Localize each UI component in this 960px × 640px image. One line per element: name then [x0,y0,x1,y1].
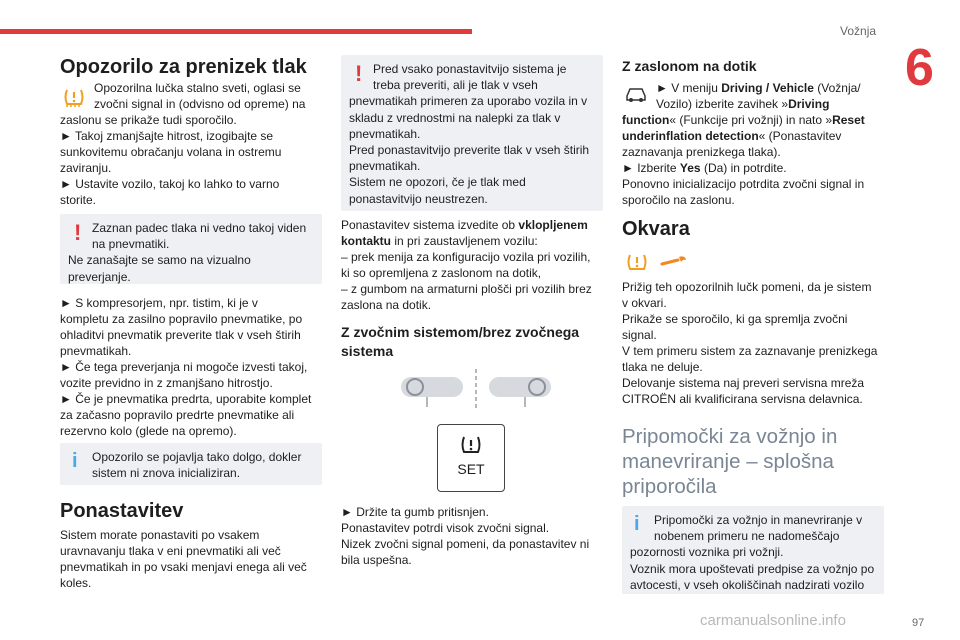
header-red-bar [0,29,472,34]
heading-reset: Ponastavitev [60,500,184,522]
text-line: skladu z vrednostmi na nalepki za tlak v [349,110,561,125]
set-button[interactable] [437,424,505,492]
text-line: ► V meniju Driving / Vehicle (Vožnja/ [656,81,861,95]
text-line: ohladitvi pnevmatik preverite tlak v vseh štirih [60,328,301,342]
warning-box [341,55,603,211]
tyre-pressure-icon [458,434,484,456]
text-line: v okvari. [622,296,667,310]
heading-touch-screen: Z zaslonom na dotik [622,58,757,74]
text-line: Prikaže se sporočilo, ki ga spremlja zvočni [622,312,848,326]
warning-box [60,214,322,284]
text-line: vozite previdno in z zmanjšano hitrostjo. [60,376,273,390]
dashboard-steering-wheel-illustration [391,365,561,420]
text-line: avtocesti, v vseh okoliščinah nadzirati vozilo [630,577,865,592]
text-line: signal. [622,328,657,342]
text-line: Sistem morate ponastaviti po vsakem [60,528,260,542]
page-number: 97 [912,617,925,629]
text-line: sistem ni znova inicializiran. [92,466,241,481]
text-line: na pnevmatiki. [92,237,170,252]
text-line: Ponastavitev sistema izvedite ob vklopljenem [341,218,588,232]
text-line: nobenem primeru ne nadomeščajo [654,529,840,544]
text-line: Ponovno inicializacijo potrdita zvočni signal in [622,177,865,191]
text-line: storite. [60,193,97,207]
text-line: ki so opremljena z zaslonom na dotik, [341,266,542,280]
tyre-pressure-warning-icon [624,251,650,278]
text-line: pozornosti voznika pri vožnji. [630,545,784,560]
text-line: kontaktu in pri zaustavljenem vozilu: [341,234,538,248]
info-box [60,443,322,485]
text-line: rezervno kolo (glede na opremo). [60,424,237,438]
text-line: Opozorilna lučka stalno sveti, oglasi se [94,81,301,95]
text-line: function« (Funkcije pri vožnji) in nato »Reset [622,113,865,127]
section-name: Vožnja [840,24,877,38]
text-line: Zaznan padec tlaka ni vedno takoj viden [92,221,307,235]
text-line: ► Ustavite vozilo, takoj ko lahko to varno [60,177,280,191]
text-line: preverjanje. [68,269,131,284]
car-settings-icon [624,84,648,109]
text-line: ► Takoj zmanjšajte hitrost, izogibajte se [60,129,274,143]
section-number: 6 [905,39,934,97]
text-line: zaslonu se prikaže tudi sporočilo. [60,113,237,127]
tyre-pressure-warning-icon [62,86,86,113]
info-icon: i [634,513,640,535]
heading-driving-aids: Pripomočki za vožnjo in [622,425,838,448]
heading-audio-system: Z zvočnim sistemom/brez zvočnega [341,324,580,340]
text-line: bila uspešna. [341,553,412,567]
text-line: Ne zanašajte se samo na vizualno [68,253,251,268]
text-line: koles. [60,576,92,590]
heading-driving-aids-cont: manevriranje – splošna [622,450,834,473]
text-line: pnevmatikah. [349,159,421,174]
text-line: Ponastavitev potrdi visok zvočni signal. [341,521,550,535]
text-line: tlaka ne deluje. [622,360,703,374]
text-line: zaviranju. [60,161,112,175]
text-line: Nizek zvočni signal pomeni, da ponastavitev ni [341,537,590,551]
info-box [622,506,884,594]
text-line: V tem primeru sistem za zaznavanje prenizkega [622,344,878,358]
wrench-icon [660,253,688,274]
text-line: Sistem ne opozori, če je tlak med [349,175,526,190]
warning-exclamation-icon: ! [355,61,363,86]
info-icon: i [72,450,78,472]
text-line: uravnavanju tlaka v eni pnevmatiki ali več [60,544,281,558]
text-line: Voznik mora upoštevati predpise za vožnjo po [630,561,875,576]
text-line: treba preveriti, ali je tlak v vseh [373,78,538,93]
text-line: sporočilo na zaslonu. [622,193,735,207]
text-line: Pred ponastavitvijo preverite tlak v vseh štirih [349,143,590,158]
text-line: pnevmatikah primeren za uporabo vozila in v [349,94,588,109]
text-line: za začasno popravilo predrte pnevmatike ali [60,408,295,422]
text-line: ► Če tega preverjanja ni mogoče izvesti takoj, [60,360,308,374]
text-line: Pred vsako ponastavitvijo sistema je [373,62,567,76]
text-line: CITROËN ali kvalificirana servisna delavnica. [622,392,863,406]
watermark: carmanualsonline.info [700,612,846,629]
text-line: ► Izberite Yes (Da) in potrdite. [622,161,787,175]
heading-underinflation-alert: Opozorilo za prenizek tlak [60,56,307,78]
text-line: Vozilo) izberite zavihek »Driving [656,97,830,111]
text-line: zaznavanja prenizkega tlaka). [622,145,781,159]
heading-fault: Okvara [622,218,690,240]
text-line: zaslona na dotik. [341,298,432,312]
text-line: Pripomočki za vožnjo in manevriranje v [654,513,863,527]
text-line: pnevmatikah. [349,126,421,141]
text-line: – prek menija za konfiguracijo vozila pri vozilih, [341,250,591,264]
warning-exclamation-icon: ! [74,220,82,245]
text-line: Prižig teh opozorilnih lučk pomeni, da je sistem [622,280,872,294]
text-line: zvočni signal in (odvisno od opreme) na [94,97,306,111]
heading-driving-aids-cont2: priporočila [622,475,717,498]
text-line: sunkovitemu obračanju volana in ostremu [60,145,282,159]
text-line: ► Če je pnevmatika predrta, uporabite komplet [60,392,312,406]
text-line: Opozorilo se pojavlja tako dolgo, dokler [92,450,302,464]
text-line: Delovanje sistema naj preveri servisna mreža [622,376,865,390]
text-line: kompletu za zasilno popravilo pnevmatike, po [60,312,303,326]
set-button-label: SET [457,461,485,477]
text-line: ► Držite ta gumb pritisnjen. [341,505,489,519]
text-line: underinflation detection« (Ponastavitev [622,129,842,143]
text-line: ponastavitvijo neustrezen. [349,191,488,206]
text-line: ► S kompresorjem, npr. tistim, ki je v [60,296,258,310]
text-line: – z gumbom na armaturni plošči pri vozilih brez [341,282,592,296]
text-line: pnevmatikah in po vsaki menjavi enega ali več [60,560,307,574]
heading-audio-system-cont: sistema [341,343,394,359]
text-line: pnevmatikah. [60,344,132,358]
